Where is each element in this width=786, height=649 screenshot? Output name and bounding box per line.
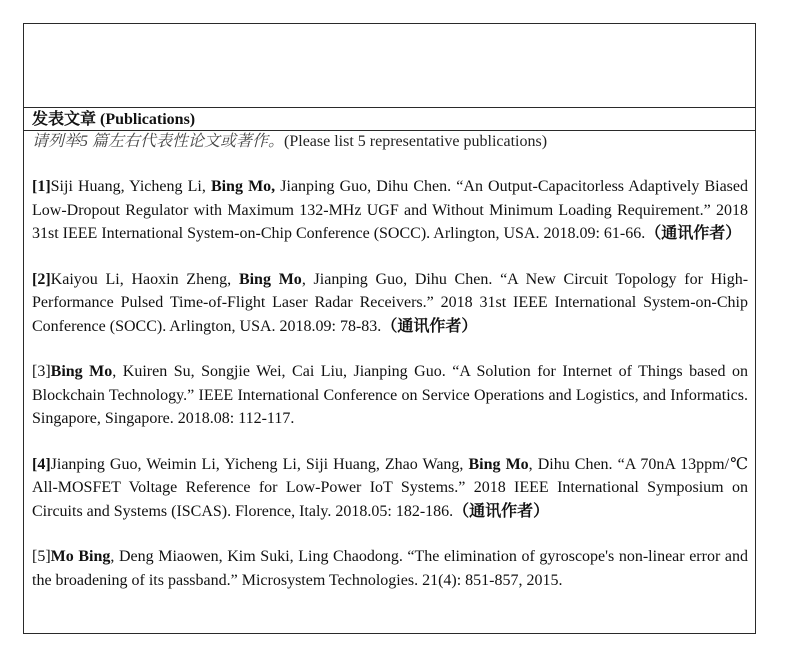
pub-authors: , Deng Miaowen, Kim Suki, Ling Chaodong. [110,548,408,565]
pub-authors: Siji Huang, Yicheng Li, [50,178,211,195]
pub-highlight-author: Bing Mo [468,455,529,473]
pub-authors: Jianping Guo, Dihu Chen. [275,178,457,195]
pub-highlight-author: Bing Mo [50,363,113,380]
pub-index: [1] [32,178,51,195]
pub-highlight-author: Mo Bing [50,548,111,565]
pub-authors: , Jianping Guo, Dihu Chen. [301,270,501,288]
publications-section [24,108,755,592]
instruction-en: (Please list 5 representative publications) [284,133,548,150]
pub-highlight-author: Bing Mo, [210,178,276,195]
pub-note: （通讯作者） [381,317,478,335]
pub-index: [4] [32,455,51,473]
pub-title: “A 70nA 13ppm/℃ All-MOSFET Voltage Reference for Low-Power IoT Systems.” [32,455,749,496]
pub-authors: Kaiyou Li, Haoxin Zheng, [50,270,239,288]
section-heading: 发表文章 (Publications) [24,110,755,131]
pub-title: “A New Circuit Topology for High-Performance Pulsed Time-of-Flight Laser Radar Receivers.” [32,270,749,311]
pub-highlight-author: Bing Mo [238,270,302,288]
pub-authors: Jianping Guo, Weimin Li, Yicheng Li, Siji Huang, Zhao Wang, [50,455,469,473]
publication-4 [32,453,748,524]
pub-index: [5] [32,548,51,565]
pub-title: “An Output-Capacitorless Adaptively Biased Low-Dropout Regulator with Maximum 132-MHz UGF and Without Minimum Loading Requirement.” [32,178,748,219]
pub-title: “The elimination of gyroscope's non-linear error and the broadening of its passband.” [32,548,748,589]
instruction [32,131,748,153]
pub-index: [2] [32,270,51,288]
pub-venue: Microsystem Technologies. 21(4): 851-857, 2015. [237,571,563,589]
pub-index: [3] [32,363,51,380]
instruction-cn: 请列举5 篇左右代表性论文或著作。 [32,133,285,150]
pub-venue: 2018 31st IEEE International System-on-Chip Conference (SOCC). Arlington, USA. 2018.09: 61-66. [32,201,748,242]
blank-area [24,24,755,108]
pub-venue: 2018 IEEE International Symposium on Circuits and Systems (ISCAS). Florence, Italy. 2018.05: 182-186. [32,479,748,520]
form-box [23,23,756,634]
publication-2 [32,268,748,339]
pub-venue: IEEE International Conference on Service Operations and Logistics, and Informatics. Singapore, Singapore. 2018.08: 112-117. [32,386,748,427]
publication-1 [32,175,748,246]
publication-5 [32,545,748,592]
pub-note: （通讯作者） [453,502,550,520]
pub-title: “A Solution for Internet of Things based on Blockchain Technology.” [32,363,749,404]
pub-note: （通讯作者） [645,225,742,242]
pub-authors: , Dihu Chen. [528,455,618,473]
pub-venue: 2018 31st IEEE International System-on-Chip Conference (SOCC). Arlington, USA. 2018.09: 78-83. [32,294,748,335]
publication-3 [32,360,748,431]
pub-authors: , Kuiren Su, Songjie Wei, Cai Liu, Jianping Guo. [112,363,453,380]
